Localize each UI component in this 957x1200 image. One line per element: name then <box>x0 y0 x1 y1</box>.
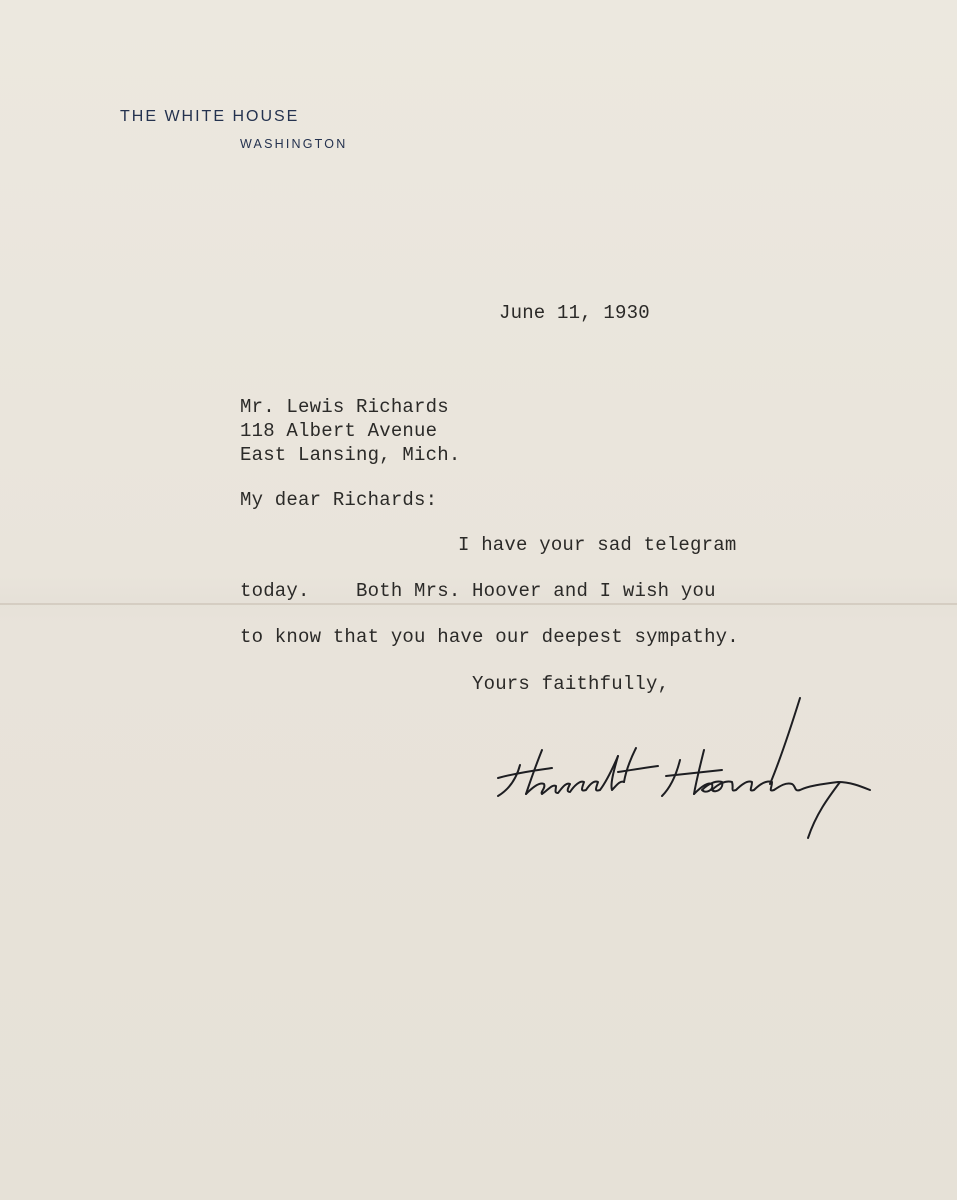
address-line-2: 118 Albert Avenue <box>240 420 438 442</box>
salutation: My dear Richards: <box>240 489 438 511</box>
address-line-3: East Lansing, Mich. <box>240 444 461 466</box>
body-line-1: I have your sad telegram <box>458 534 737 556</box>
letterhead-subtitle: WASHINGTON <box>240 137 348 151</box>
body-line-2: today. Both Mrs. Hoover and I wish you <box>240 580 716 602</box>
paper-fold-line <box>0 603 957 605</box>
letterhead-title: THE WHITE HOUSE <box>120 108 300 125</box>
signature-herbert-hoover <box>490 690 890 850</box>
closing: Yours faithfully, <box>472 673 670 695</box>
body-line-3: to know that you have our deepest sympathy. <box>240 626 739 648</box>
address-line-1: Mr. Lewis Richards <box>240 396 449 418</box>
letter-date: June 11, 1930 <box>499 302 650 324</box>
